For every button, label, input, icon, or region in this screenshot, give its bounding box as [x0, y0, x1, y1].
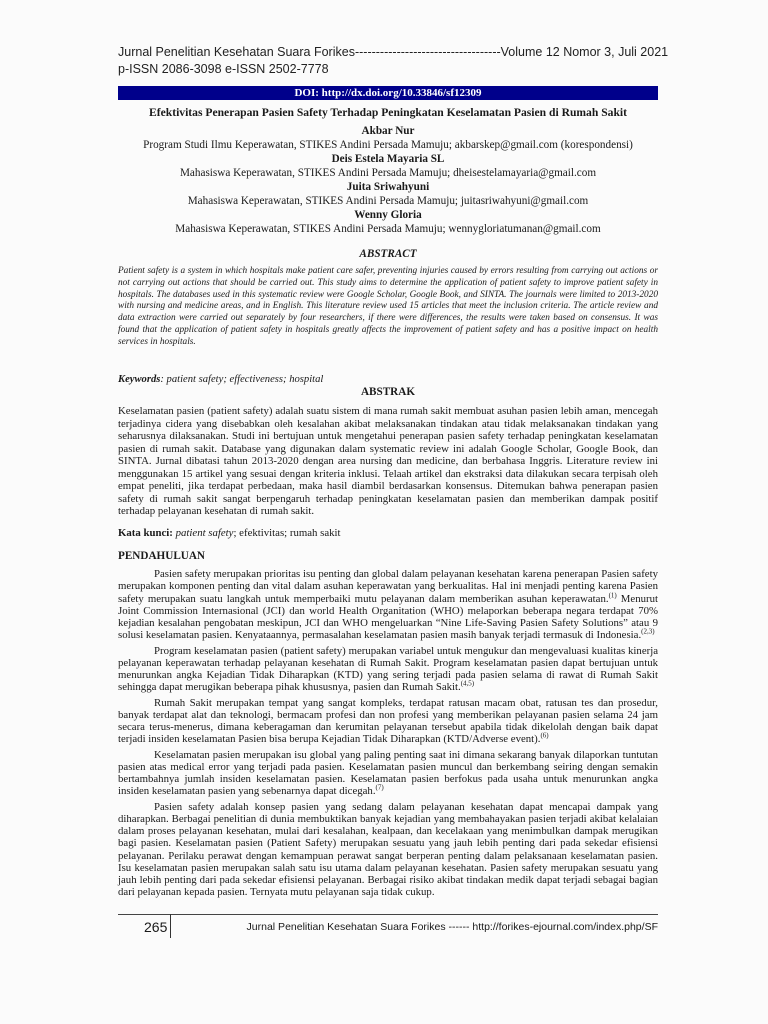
abstract-heading: ABSTRACT: [359, 248, 417, 260]
body-paragraph: Keselamatan pasien merupakan isu global yang paling penting saat ini dimana sekarang banyak dilaporkan tuntutan pasien atas medical error yang terjadi pada pasien. Keselamatan pasien muncul dan berkembang seiring dengan semakin bertambahnya jumlah insiden keselamatan pasien. Keselamatan pasien berfokus pada usaha untuk menurunkan angka insiden keselamatan pasien yang sebenarnya dapat dicegah.$^{(7)}$: [118, 748, 658, 798]
journal-issn: p-ISSN 2086-3098 e-ISSN 2502-7778: [118, 62, 329, 76]
journal-running-header: [118, 44, 669, 78]
author-affiliation: Mahasiswa Keperawatan, STIKES Andini Persada Mamuju; dheisestelamayaria@gmail.com: [179, 167, 597, 179]
citation[interactable]: (6): [540, 731, 549, 740]
author-name: Akbar Nur: [361, 125, 415, 137]
page-number: 265: [144, 919, 168, 935]
author-name: Juita Sriwahyuni: [346, 181, 430, 193]
keywords-values: : patient safety; effectiveness; hospital: [160, 374, 324, 385]
citation[interactable]: (2,3): [641, 627, 655, 636]
introduction-body: [118, 568, 658, 902]
article-title: Efektivitas Penerapan Pasien Safety Terhadap Peningkatan Keselamatan Pasien di Rumah Sakit: [149, 106, 627, 119]
footer-divider: [170, 914, 171, 938]
author-affiliation: Mahasiswa Keperawatan, STIKES Andini Persada Mamuju; juitasriwahyuni@gmail.com: [187, 195, 589, 207]
keywords-label: Keywords: [118, 374, 161, 385]
citation[interactable]: (4,5): [460, 679, 475, 688]
author-name: Wenny Gloria: [354, 209, 422, 221]
header-dashes: -----------------------------------: [354, 45, 501, 59]
body-paragraph: Pasien safety merupakan prioritas isu penting dan global dalam pelayanan kesehatan karena penerapan Pasien safety merupakan komponen penting dan vital dalam asuhan keperawatan yang berkualitas. Hal ini menjadi penting karena Pasien safety merupakan suatu langkah untuk memperbaiki mutu pelayanan dalam memberikan asuhan keperawatan.$^{(1)}$ Menurut Joint Commission Internasional (JCI) dan world Health Organitation (WHO) melaporkan beberapa negara terdapat 70% kejadian kesalahan pengobatan meskipun, JCI dan WHO mengeluarkan “Nine Life-Saving Pasien Safety Solutions” atau 9 solusi keselamatan pasien. Kenyataannya, permasalahan keselamatan pasien masih banyak terjadi termasuk di Indonesia.$^{(2,3)}$: [118, 568, 658, 642]
citation[interactable]: (7): [375, 783, 384, 792]
author-list: [118, 124, 658, 236]
kata-kunci-label: Kata kunci:: [118, 527, 173, 539]
author-affiliation: Mahasiswa Keperawatan, STIKES Andini Persada Mamuju; wennygloriatumanan@gmail.com: [175, 223, 601, 235]
abstract-indonesian: Keselamatan pasien (patient safety) adalah suatu sistem di mana rumah sakit membuat asuhan pasien lebih aman, mencegah terjadinya cidera yang disebabkan oleh kesalahan akibat melaksanakan tindakan atau tidak melaksanakan tindakan yang seharusnya dilaksanakan. Studi ini bertujuan untuk mengetahui penerapan pasien safety terhadap peningkatan keselamatan pasien di rumah sakit. Database yang digunakan dalam systematic review ini adalah Google Scholar, Google Book, dan SINTA. Jurnal dibatasi tahun 2013-2020 dengan area nursing dan medicine, dan berbahasa Inggris. Literature review ini menggunakan 15 artikel yang sesuai dengan kriteria inklusi. Telaah artikel dan ekstraksi data dilakukan secara terpisah oleh empat peneliti, jika terdapat perbedaan, maka hasil diambil berdasarkan konsensus. Ditemukan bahwa penerapan pasien safety di rumah sakit sangat berpengaruh terhadap peningkatan keselamatan pasien dan memberikan dampak positif terhadap pelayanan kesehatan di rumah sakit.: [118, 405, 658, 517]
kata-kunci-italic: patient safety: [175, 527, 234, 539]
author-name: Deis Estela Mayaria SL: [331, 153, 445, 165]
keywords-indonesian: [118, 527, 658, 540]
journal-volume: Volume 12 Nomor 3, Juli 2021: [500, 45, 669, 59]
section-heading-pendahuluan: PENDAHULUAN: [118, 550, 206, 562]
kata-kunci-rest: ; efektivitas; rumah sakit: [233, 527, 341, 539]
abstract-english: Patient safety is a system in which hospitals make patient care safer, preventing injuries caused by errors resulting from carrying out actions or not carrying out actions that should be carried out. This study aims to determine the application of patient safety to improve patient safety in hospitals. The databases used in this systematic review were Google Scholar, Google Book, and SINTA. The journals were limited to 2013-2020 with nursing and medicine areas, and in English. This literature review used 15 articles that meet the inclusion criteria. The article review and data extraction were carried out separately by four researchers, if there were differences, the results were taken based on consensus. It was found that the application of patient safety in hospitals greatly affects the improvement of patient safety and has a positive impact on health services in hospitals.: [118, 266, 658, 347]
doi-banner[interactable]: DOI: http://dx.doi.org/10.33846/sf12309: [118, 86, 658, 100]
body-paragraph: Program keselamatan pasien (patient safety) merupakan variabel untuk mengukur dan mengevaluasi kualitas kinerja pelayanan keperawatan terhadap pelayanan kesehatan di Rumah Sakit. Program keselamatan pasien dapat bertujuan untuk menurunkan angka Kejadian Tidak Diharapkan (KTD) yang sering terjadi pada pasien selama di rawat di Rumah Sakit sehingga dapat merugikan beberapa pihak khususnya, pasien dan Rumah Sakit.$^{(4,5)}$: [118, 644, 658, 694]
author-affiliation: Program Studi Ilmu Keperawatan, STIKES Andini Persada Mamuju; akbarskep@gmail.com (korespondensi): [143, 139, 633, 151]
body-paragraph: Pasien safety adalah konsep pasien yang sedang dalam pelayanan kesehatan dapat mencapai dampak yang diharapkan. Berbagai penelitian di dunia membuktikan banyak kejadian yang membahayakan pasien terjadi akibat kelalaian dalam proses pelayanan kesehatan, mulai dari kesalahan, kealpaan, dan kecelakaan yang menimbulkan dampak merugikan bagi pasien. Keselamatan pasien (Patient Safety) merupakan sesuatu yang jauh lebih penting dari pada sekedar efisiensi pelayanan. Perilaku perawat dengan kemampuan perawat sangat berperan penting dalam pelaksanaan keselamatan pasien. Isu keselamatan pasien merupakan salah satu isu utama dalam pelayanan kesehatan. Pasien safety merupakan sesuatu yang jauh lebih penting dari pada sekedar efisiensi pelayanan. Berbagai risiko akibat tindakan medik dapat terjadi sebagai bagian dari pelayanan kepada pasien. Ternyata mutu pelayanan saja tidak cukup.: [118, 800, 658, 899]
citation[interactable]: (1): [608, 590, 617, 599]
body-paragraph: Rumah Sakit merupakan tempat yang sangat kompleks, terdapat ratusan macam obat, ratusan tes dan prosedur, banyak terdapat alat dan teknologi, bermacam profesi dan non profesi yang memberikan pelayanan pasien selama 24 jam secara terus-menerus, dimana keberagaman dan kerumitan pelayanan tersebut apabila tidak dikelolah dengan baik dapat terjadi insiden keselamatan Pasien bisa berupa Kejadian Tidak Diharapkan (KTD/Adverse event).$^{(6)}$: [118, 696, 658, 746]
page-footer: [118, 914, 658, 937]
abstrak-heading: ABSTRAK: [360, 386, 416, 398]
journal-name: Jurnal Penelitian Kesehatan Suara Forikes: [118, 45, 355, 59]
footer-journal-link[interactable]: Jurnal Penelitian Kesehatan Suara Forikes ------ http://forikes-ejournal.com/index.php/SF: [246, 921, 658, 933]
